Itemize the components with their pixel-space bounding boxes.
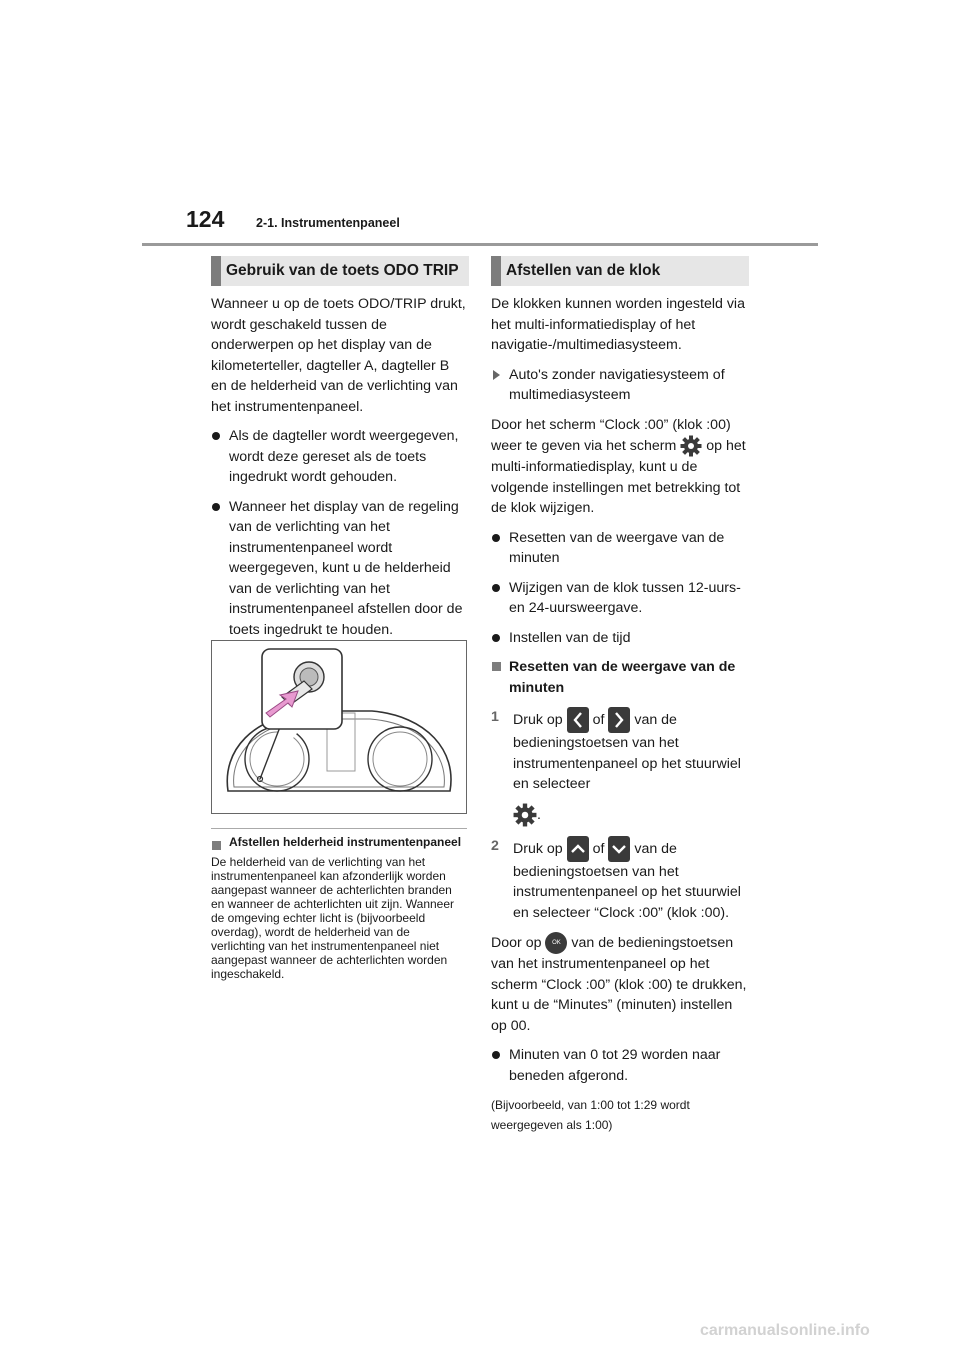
- step-1-end: .: [537, 806, 541, 823]
- step-2: [491, 836, 747, 924]
- odo-intro: Wanneer u op de toets ODO/TRIP drukt, wordt geschakeld tussen de onderwerpen op het display van de kilometerteller, dagteller A, dagteller B en de helderheid van de verlichting van het instrumentenpaneel.: [211, 296, 466, 415]
- note-heading: Afstellen helderheid instrumentenpaneel: [211, 836, 467, 849]
- right-column: [491, 294, 747, 1144]
- gear-icon: [513, 803, 537, 827]
- step-2-of: of: [592, 840, 605, 857]
- page-number: 124: [186, 206, 225, 232]
- ok-button-icon: OK: [545, 932, 567, 954]
- watermark: carmanualsonline.info: [700, 1322, 870, 1339]
- klok-intro: De klokken kunnen worden ingesteld via het multi-informatiedisplay of het navigatie-/multimediasysteem.: [491, 296, 745, 353]
- chapter-title: 2-1. Instrumentenpaneel: [256, 216, 400, 230]
- example-note: (Bijvoorbeeld, van 1:00 tot 1:29 wordt weergegeven als 1:00): [491, 1098, 690, 1132]
- step-number: 2: [491, 837, 499, 854]
- klok-paragraph: [491, 415, 747, 519]
- ok-paragraph-start: Door op: [491, 934, 542, 951]
- step-number: 1: [491, 709, 499, 725]
- section-heading-odo-trip: Gebruik van de toets ODO TRIP: [211, 256, 469, 286]
- note-text: De helderheid van de verlichting van het instrumentenpaneel kan afzonderlijk worden aangepast wanneer de achterlichten branden en wanneer de achterlichten uit zijn. Wanneer de omgeving echter licht is (bijvoorbeeld overdag), wordt de helderheid van de verlichting van het instrumentenpaneel niet aangepast wanneer de achterlichten worden ingeschakeld.: [211, 855, 455, 981]
- arrow-up-icon: [567, 836, 589, 862]
- ok-paragraph-end: van de bedieningstoetsen van het instrumentenpaneel op het scherm “Clock :00” (klok :00) te drukken, kunt u de “Minutes” (minuten) instellen op 00.: [491, 934, 747, 1034]
- list-item: Minuten van 0 tot 29 worden naar beneden afgerond.: [491, 1045, 747, 1086]
- instrument-cluster-drawing: [212, 641, 466, 813]
- step-1-start: Druk op: [513, 711, 563, 728]
- klok-paragraph-end: op het multi-informatiedisplay, kunt u de volgende instellingen met betrekking tot de klok wijzigen.: [491, 437, 746, 516]
- list-item: Auto's zonder navigatiesysteem of multimediasysteem: [491, 365, 747, 406]
- header-rule: [142, 243, 818, 246]
- step-2-rest: van de bedieningstoetsen van het instrumentenpaneel op het stuurwiel en selecteer “Clock :00” (klok :00).: [513, 840, 741, 921]
- note-block: [211, 836, 467, 987]
- gear-icon: [680, 435, 702, 457]
- arrow-right-icon: [608, 707, 630, 733]
- step-2-start: Druk op: [513, 840, 563, 857]
- subheading-reset-minutes: Resetten van de weergave van de minuten: [491, 657, 747, 698]
- step-1-of: of: [592, 711, 605, 728]
- arrow-down-icon: [608, 836, 630, 862]
- list-item: Wanneer het display van de regeling van de verlichting van het instrumentenpaneel wordt weergegeven, kunt u de helderheid van de verlichting van het instrumentenpaneel afstellen door de toets ingedrukt te houden.: [211, 497, 467, 641]
- list-item: Als de dagteller wordt weergegeven, wordt deze gereset als de toets ingedrukt wordt gehouden.: [211, 426, 467, 488]
- note-divider: [211, 828, 467, 829]
- ok-paragraph: [491, 932, 747, 1036]
- klok-paragraph-start: Door het scherm “Clock :00” (klok :00) weer te geven via het scherm: [491, 416, 731, 454]
- left-column: [211, 294, 467, 649]
- list-item: Resetten van de weergave van de minuten: [491, 528, 747, 569]
- list-item: Wijzigen van de klok tussen 12-uurs- en 24-uursweergave.: [491, 578, 747, 619]
- step-1: [491, 707, 747, 827]
- instrument-panel-illustration: [211, 640, 467, 814]
- list-item: Instellen van de tijd: [491, 628, 747, 649]
- section-heading-klok: Afstellen van de klok: [491, 256, 749, 286]
- arrow-left-icon: [567, 707, 589, 733]
- step-1-rest: van de bedieningstoetsen van het instrumentenpaneel op het stuurwiel en selecteer: [513, 711, 741, 792]
